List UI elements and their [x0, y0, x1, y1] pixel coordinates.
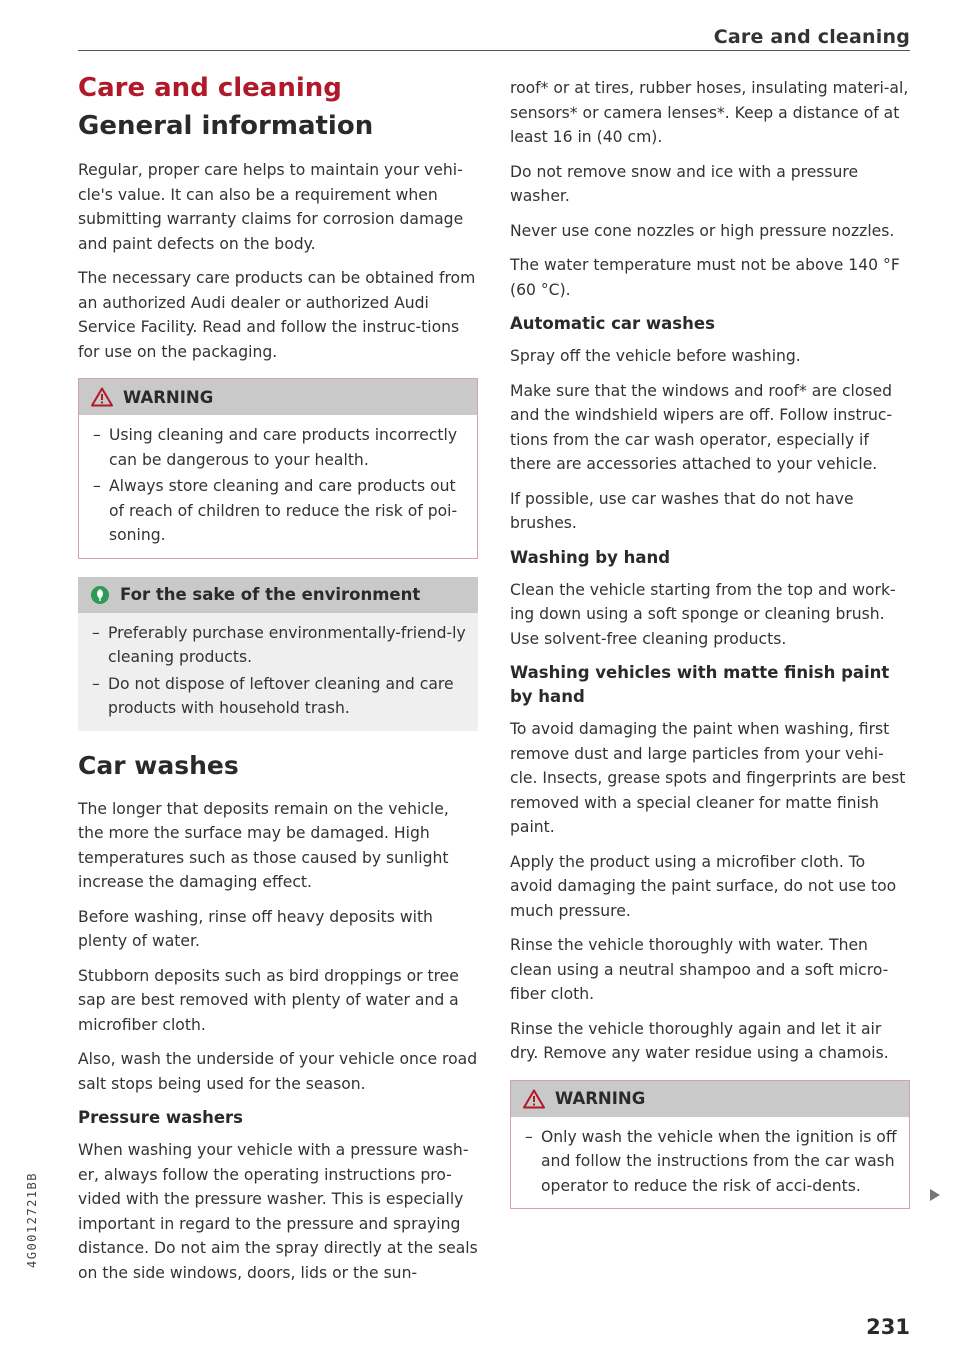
- warning-label: WARNING: [123, 387, 214, 407]
- environment-box: [78, 577, 478, 731]
- list-item: – Preferably purchase environmentally-friend-ly cleaning products.: [90, 621, 466, 670]
- paragraph: Also, wash the underside of your vehicle once road salt stops being used for the season.: [78, 1050, 478, 1093]
- paragraph: Spray off the vehicle before washing.: [510, 347, 801, 365]
- paragraph: Before washing, rinse off heavy deposits with plenty of water.: [78, 907, 433, 950]
- list-item: – Do not dispose of leftover cleaning and care products with household trash.: [90, 672, 466, 721]
- subheading-pressure-washers: Pressure washers: [78, 1108, 243, 1127]
- paragraph: The necessary care products can be obtained from an authorized Audi dealer or authorized Audi Service Facility. Read and follow the instruc-tions for use on the packaging.: [78, 269, 476, 361]
- warning-box: [510, 1080, 910, 1210]
- list-item: – Using cleaning and care products incorrectly can be dangerous to your health.: [91, 423, 465, 472]
- warning-box: [78, 378, 478, 559]
- document-code-text: 4G0012721BB: [25, 1172, 40, 1268]
- environment-header: [78, 577, 478, 613]
- paragraph: Do not remove snow and ice with a pressure washer.: [510, 162, 859, 205]
- paragraph: Stubborn deposits such as bird droppings or tree sap are best removed with plenty of water and a microfiber cloth.: [78, 966, 459, 1034]
- left-column: [78, 70, 478, 1295]
- paragraph: Rinse the vehicle thoroughly with water. Then clean using a neutral shampoo and a soft micro-fiber cloth.: [510, 936, 889, 1003]
- paragraph: Make sure that the windows and roof* are closed and the windshield wipers are off. Follow instruc-tions from the car wash operator, especially if there are accessories attached to your vehicle.: [510, 381, 893, 473]
- list-item: – Only wash the vehicle when the ignition is off and follow the instructions from the car wash operator to reduce the risk of acci-dents.: [523, 1125, 897, 1199]
- header-rule: [78, 50, 910, 51]
- page-number: 231: [866, 1315, 910, 1339]
- section-title-general: General information: [78, 111, 374, 141]
- paragraph: Rinse the vehicle thoroughly again and let it air dry. Remove any water residue using a chamois.: [510, 1019, 889, 1062]
- section-title-car-washes: Car washes: [78, 750, 239, 780]
- warning-triangle-icon: [91, 387, 113, 407]
- paragraph: When washing your vehicle with a pressure wash-er, always follow the operating instructions pro-vided with the pressure washer. This is especially important in regard to the pressure and spraying distance. Do not aim the spray directly at the seals on the side windows, doors, lids or the sun-: [78, 1141, 478, 1282]
- warning-header: [511, 1081, 909, 1117]
- environment-label: For the sake of the environment: [120, 585, 421, 604]
- warning-list: [523, 1125, 897, 1199]
- paragraph: If possible, use car washes that do not have brushes.: [510, 489, 854, 532]
- environment-leaf-icon: [90, 585, 110, 605]
- list-item: – Always store cleaning and care products out of reach of children to reduce the risk of poi-soning.: [91, 474, 465, 548]
- environment-list: [90, 621, 466, 721]
- paragraph: Never use cone nozzles or high pressure nozzles.: [510, 221, 895, 240]
- paragraph: To avoid damaging the paint when washing, first remove dust and large particles from your vehi-cle. Insects, grease spots and fingerprints are best removed with a special cleaner for matte finish paint.: [510, 720, 906, 836]
- warning-label: WARNING: [555, 1089, 646, 1108]
- subheading-by-hand: Washing by hand: [510, 547, 671, 567]
- document-code: [20, 1140, 44, 1300]
- paragraph: The water temperature must not be above 140 °F (60 °C).: [510, 256, 900, 299]
- paragraph: Regular, proper care helps to maintain your vehi-cle's value. It can also be a requirement when submitting warranty claims for corrosion damage and paint defects on the body.: [78, 161, 464, 253]
- paragraph: Clean the vehicle starting from the top and work-ing down using a soft sponge or cleaning brush. Use solvent-free cleaning products.: [510, 580, 896, 648]
- paragraph: The longer that deposits remain on the vehicle, the more the surface may be damaged. High temperatures such as those caused by sunlight increase the damaging effect.: [78, 799, 449, 891]
- subheading-automatic: Automatic car washes: [510, 314, 715, 333]
- continue-arrow-icon: [929, 1188, 941, 1202]
- paragraph: Apply the product using a microfiber cloth. To avoid damaging the paint surface, do not use too much pressure.: [510, 852, 897, 920]
- chapter-title: Care and cleaning: [78, 73, 342, 103]
- warning-triangle-icon: [523, 1089, 545, 1109]
- paragraph: roof* or at tires, rubber hoses, insulating materi-al, sensors* or camera lenses*. Keep a distance of at least 16 in (40 cm).: [510, 79, 909, 146]
- running-header: Care and cleaning: [713, 26, 910, 48]
- warning-header: [79, 379, 477, 415]
- subheading-matte: Washing vehicles with matte finish paint by hand: [510, 663, 890, 706]
- warning-list: [91, 423, 465, 548]
- right-column: [510, 76, 910, 1227]
